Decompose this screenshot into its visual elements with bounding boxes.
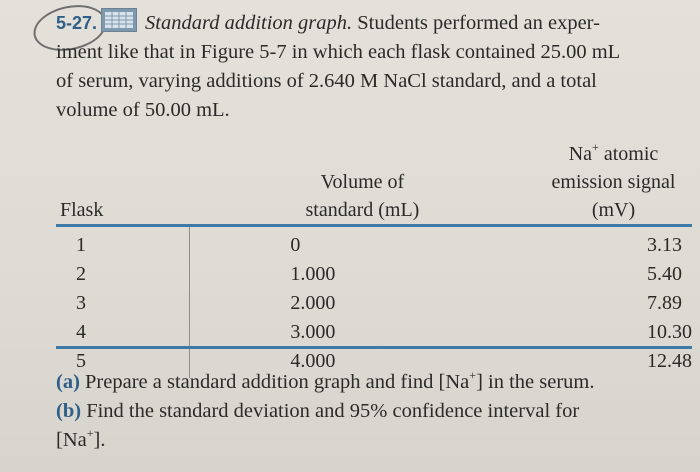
problem-line-1 — [56, 8, 692, 38]
cell-flask: 5 — [56, 347, 190, 378]
table-header-row — [56, 140, 692, 226]
problem-number: 5-27. — [56, 13, 98, 33]
part-b-label: (b) — [56, 400, 82, 422]
problem-statement — [56, 8, 692, 125]
table-row — [56, 260, 692, 289]
part-b: (b) Find the standard deviation and 95% confidence interval for — [56, 400, 580, 422]
problem-title: Standard addition graph. — [145, 12, 353, 34]
problem-line-4: volume of 50.00 mL. — [56, 99, 230, 121]
table-row — [56, 318, 692, 347]
cell-signal: 3.13 — [647, 234, 682, 256]
cell-volume: 1.000 — [290, 263, 336, 285]
spreadsheet-icon — [101, 8, 137, 32]
problem-line-3: of serum, varying additions of 2.640 M NaCl standard, and a total — [56, 70, 597, 92]
cell-signal: 5.40 — [647, 263, 682, 285]
header-flask: Flask — [60, 199, 104, 221]
header-signal: Na+ atomic emission signal (mV) — [551, 140, 676, 221]
problem-body-1: Students performed an exper- — [352, 12, 600, 34]
cell-signal: 10.30 — [647, 321, 692, 343]
cell-signal: 12.48 — [647, 350, 692, 372]
table-bottom-rule — [56, 346, 692, 349]
part-a: (a) Prepare a standard addition graph and find [Na+] in the serum. — [56, 368, 595, 393]
cell-volume: 0 — [290, 234, 301, 256]
cell-flask: 1 — [56, 226, 190, 261]
cell-signal: 7.89 — [647, 292, 682, 314]
data-table — [56, 140, 692, 378]
problem-line-2: iment like that in Figure 5-7 in which each flask contained 25.00 mL — [56, 41, 621, 63]
cell-flask: 4 — [56, 318, 190, 347]
problem-parts — [56, 368, 696, 455]
cell-volume: 2.000 — [290, 292, 336, 314]
part-b-line-2: [Na+]. — [56, 426, 106, 451]
cell-volume: 4.000 — [290, 350, 336, 372]
cell-flask: 3 — [56, 289, 190, 318]
part-a-label: (a) — [56, 371, 80, 393]
table-row — [56, 289, 692, 318]
table-row — [56, 226, 692, 261]
header-volume: Volume of standard (mL) — [305, 171, 420, 221]
cell-flask: 2 — [56, 260, 190, 289]
cell-volume: 3.000 — [290, 321, 336, 343]
